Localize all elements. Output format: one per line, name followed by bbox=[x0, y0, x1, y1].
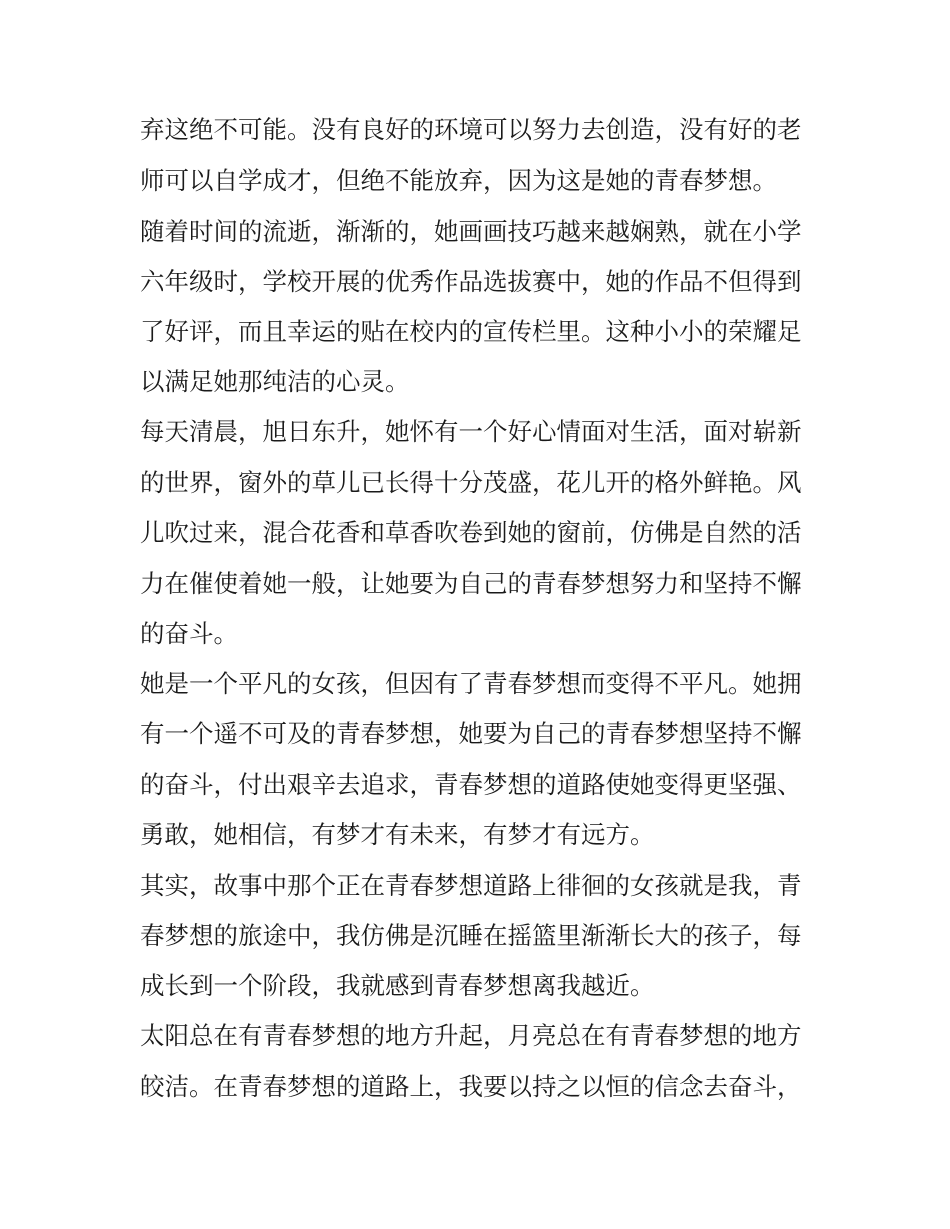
text-line: 力在催使着她一般，让她要为自己的青春梦想努力和坚持不懈 bbox=[140, 569, 802, 598]
text-line: 太阳总在有青春梦想的地方升起，月亮总在有青春梦想的地方 bbox=[140, 1021, 802, 1050]
text-line: 勇敢，她相信，有梦才有未来，有梦才有远方。 bbox=[140, 820, 655, 849]
text-line: 其实，故事中那个正在青春梦想道路上徘徊的女孩就是我，青 bbox=[140, 871, 802, 900]
text-line: 了好评，而且幸运的贴在校内的宣传栏里。这种小小的荣耀足 bbox=[140, 317, 802, 346]
text-line: 春梦想的旅途中，我仿佛是沉睡在摇篮里渐渐长大的孩子，每 bbox=[140, 921, 802, 950]
text-line: 每天清晨，旭日东升，她怀有一个好心情面对生活，面对崭新 bbox=[140, 417, 802, 446]
text-line: 的奋斗，付出艰辛去追求，青春梦想的道路使她变得更坚强、 bbox=[140, 770, 802, 799]
text-line: 有一个遥不可及的青春梦想，她要为自己的青春梦想坚持不懈 bbox=[140, 719, 802, 748]
text-line: 的奋斗。 bbox=[140, 619, 238, 648]
text-line: 皎洁。在青春梦想的道路上，我要以持之以恒的信念去奋斗， bbox=[140, 1072, 802, 1101]
text-line: 随着时间的流逝，渐渐的，她画画技巧越来越娴熟，就在小学 bbox=[140, 217, 802, 246]
text-line: 的世界，窗外的草儿已长得十分茂盛，花儿开的格外鲜艳。风 bbox=[140, 468, 802, 497]
text-line: 成长到一个阶段，我就感到青春梦想离我越近。 bbox=[140, 971, 655, 1000]
text-line: 儿吹过来，混合花香和草香吹卷到她的窗前，仿佛是自然的活 bbox=[140, 518, 802, 547]
text-line: 师可以自学成才，但绝不能放弃，因为这是她的青春梦想。 bbox=[140, 166, 777, 195]
text-line: 她是一个平凡的女孩，但因有了青春梦想而变得不平凡。她拥 bbox=[140, 669, 802, 698]
text-line: 六年级时，学校开展的优秀作品选拔赛中，她的作品不但得到 bbox=[140, 267, 802, 296]
text-line: 弃这绝不可能。没有良好的环境可以努力去创造，没有好的老 bbox=[140, 115, 802, 144]
text-line: 以满足她那纯洁的心灵。 bbox=[140, 367, 410, 396]
